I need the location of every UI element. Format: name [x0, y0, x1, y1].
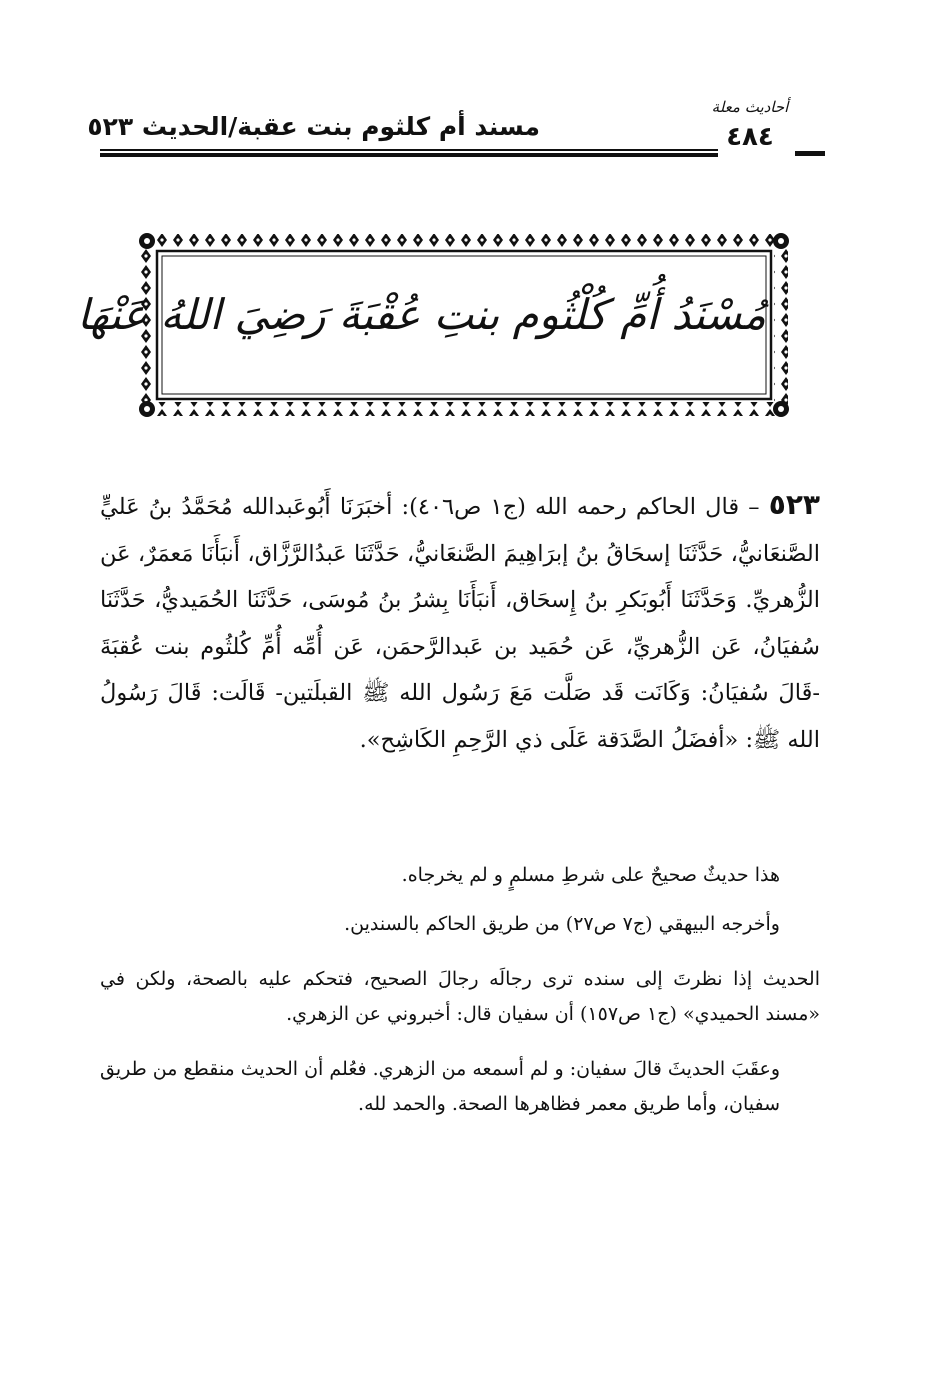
- note-takhrij: وأخرجه البيهقي (ج٧ ص٢٧) من طريق الحاكم بالسندين.: [344, 913, 780, 935]
- header-rule-thick: [100, 153, 718, 157]
- section-title: مُسْنَدُ أُمِّ كُلْثُوم بنتِ عُقْبَةَ رَضِيَ اللهُ عَنْهَا: [77, 290, 766, 339]
- note-isnad-analysis: الحديث إذا نظرتَ إلى سنده ترى رجالَه رجالَ الصحيح، فتحكم عليه بالصحة، ولكن في «مسند الحميدي» (ج١ ص١٥٧) أن سفيان قال: أخبروني عن الزهري.: [100, 968, 820, 1025]
- hadith-number: ٥٢٣: [768, 488, 821, 521]
- header-rule-short: [795, 151, 825, 156]
- hadith-paragraph: [100, 482, 820, 763]
- running-title: مسند أم كلثوم بنت عقبة/الحديث ٥٢٣: [87, 112, 540, 141]
- header-rule-thin: [100, 149, 718, 151]
- page-number: ٤٨٤: [726, 122, 774, 152]
- book-title-mark: أحاديث معلة: [711, 98, 789, 116]
- hadith-text: – قال الحاكم رحمه الله (ج١ ص٤٠٦): أخبَرَنَا أَبُوعَبدالله مُحَمَّدُ بنُ عَليٍّ الصَّنعَانيُّ، حَدَّثَنَا إسحَاقُ بنُ إبرَاهِيمَ الصَّنعَانيُّ، حَدَّثَنَا عَبدُالرَّزَّاق، أَنبَأَنَا مَعمَرٌ، عَن الزُّهريِّ. وَحَدَّثَنَا أَبُوبَكرِ بنُ إِسحَاق، أَنبَأَنَا بِشرُ بنُ مُوسَى، حَدَّثَنَا الحُمَيديُّ، حَدَّثَنَا سُفيَانُ، عَن الزُّهريِّ، عَن حُمَيد بن عَبدالرَّحمَن، عَن أُمِّه أُمِّ كُلثُوم بنت عُقبَةَ -قَالَ سُفيَانُ: وَكَانَت قَد صَلَّت مَعَ رَسُول الله ﷺ القبلَتين- قَالَت: قَالَ رَسُولُ الله ﷺ: «أفضَلُ الصَّدَقة عَلَى ذي الرَّحِمِ الكَاشِح».: [100, 494, 820, 753]
- note-authentication: هذا حديثٌ صحيحٌ على شرطِ مسلمٍ و لم يخرجاه.: [401, 864, 780, 886]
- ornamental-title-frame: [77, 232, 790, 418]
- hadith-block: [100, 482, 820, 763]
- commentary: [100, 858, 820, 1142]
- note-conclusion: وعقَبَ الحديثَ قالَ سفيان: و لم أسمعه من الزهري. فعُلم أن الحديث منقطع من طريق سفيان، وأما طريق معمر فظاهرها الصحة. والحمد لله.: [100, 1058, 780, 1115]
